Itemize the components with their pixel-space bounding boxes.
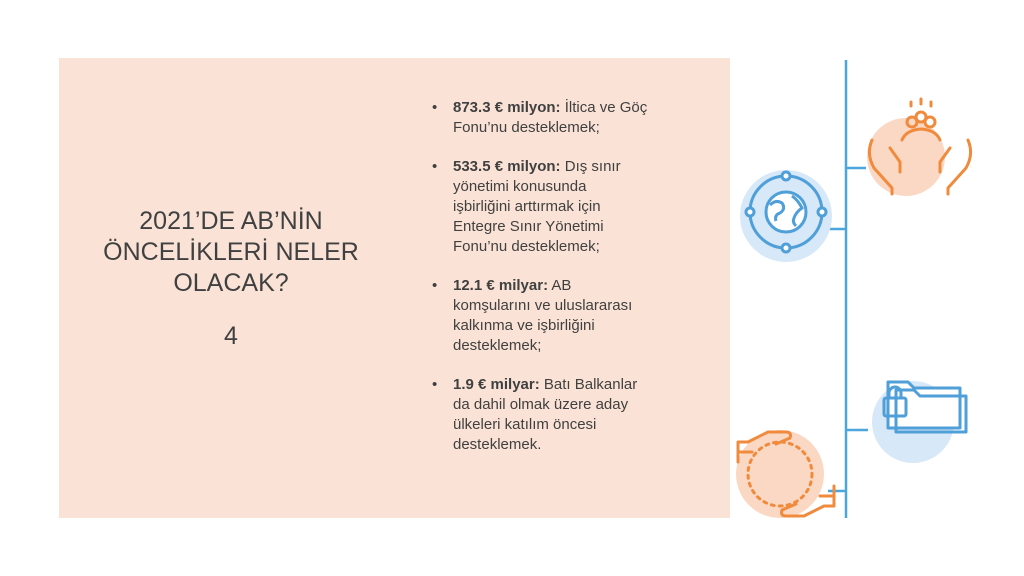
bullet-text: Fonu’nu desteklemek; [453,238,600,255]
bullet-text: Dış sınır [560,158,621,175]
bullet-amount: 1.9 € milyar: [453,376,540,393]
title-line: ÖNCELİKLERİ NELER [103,238,359,266]
bullet-text: kalkınma ve işbirliğini [453,317,595,334]
bullet-text: Batı Balkanlar [539,376,638,393]
bullet-text: desteklemek; [453,337,542,354]
bullet-text: Entegre Sınır Yönetimi [453,218,604,235]
bullet-text: komşularını ve uluslararası [453,297,633,314]
bullet-dot: • [432,277,438,294]
bullet-dot: • [432,376,438,393]
handshake-cycle-icon [736,430,834,518]
bullet-dot: • [432,99,438,116]
bullet-text: işbirliğini arttırmak için [453,198,601,215]
title-line: OLACAK? [173,269,289,297]
bullet-amount: 533.5 € milyon: [453,158,561,175]
bullet-text: AB [548,277,572,294]
bullet-text: yönetimi konusunda [453,178,587,195]
globe-network-icon [740,170,832,262]
locked-folder-icon [872,381,966,463]
people-in-hands-icon [867,99,971,196]
bullet-text: İltica ve Göç [560,99,648,116]
bullet-dot: • [432,158,438,175]
bullet-text: desteklemek. [453,436,542,453]
timeline [828,60,868,518]
slide-number: 4 [224,322,238,350]
bullet-amount: 873.3 € milyon: [453,99,561,116]
title-line: 2021’DE AB’NİN [139,207,323,235]
bullet-text: ülkeleri katılım öncesi [453,416,597,433]
bullet-amount: 12.1 € milyar: [453,277,549,294]
bullet-text: da dahil olmak üzere aday [453,396,629,413]
bullet-text: Fonu’nu desteklemek; [453,119,600,136]
